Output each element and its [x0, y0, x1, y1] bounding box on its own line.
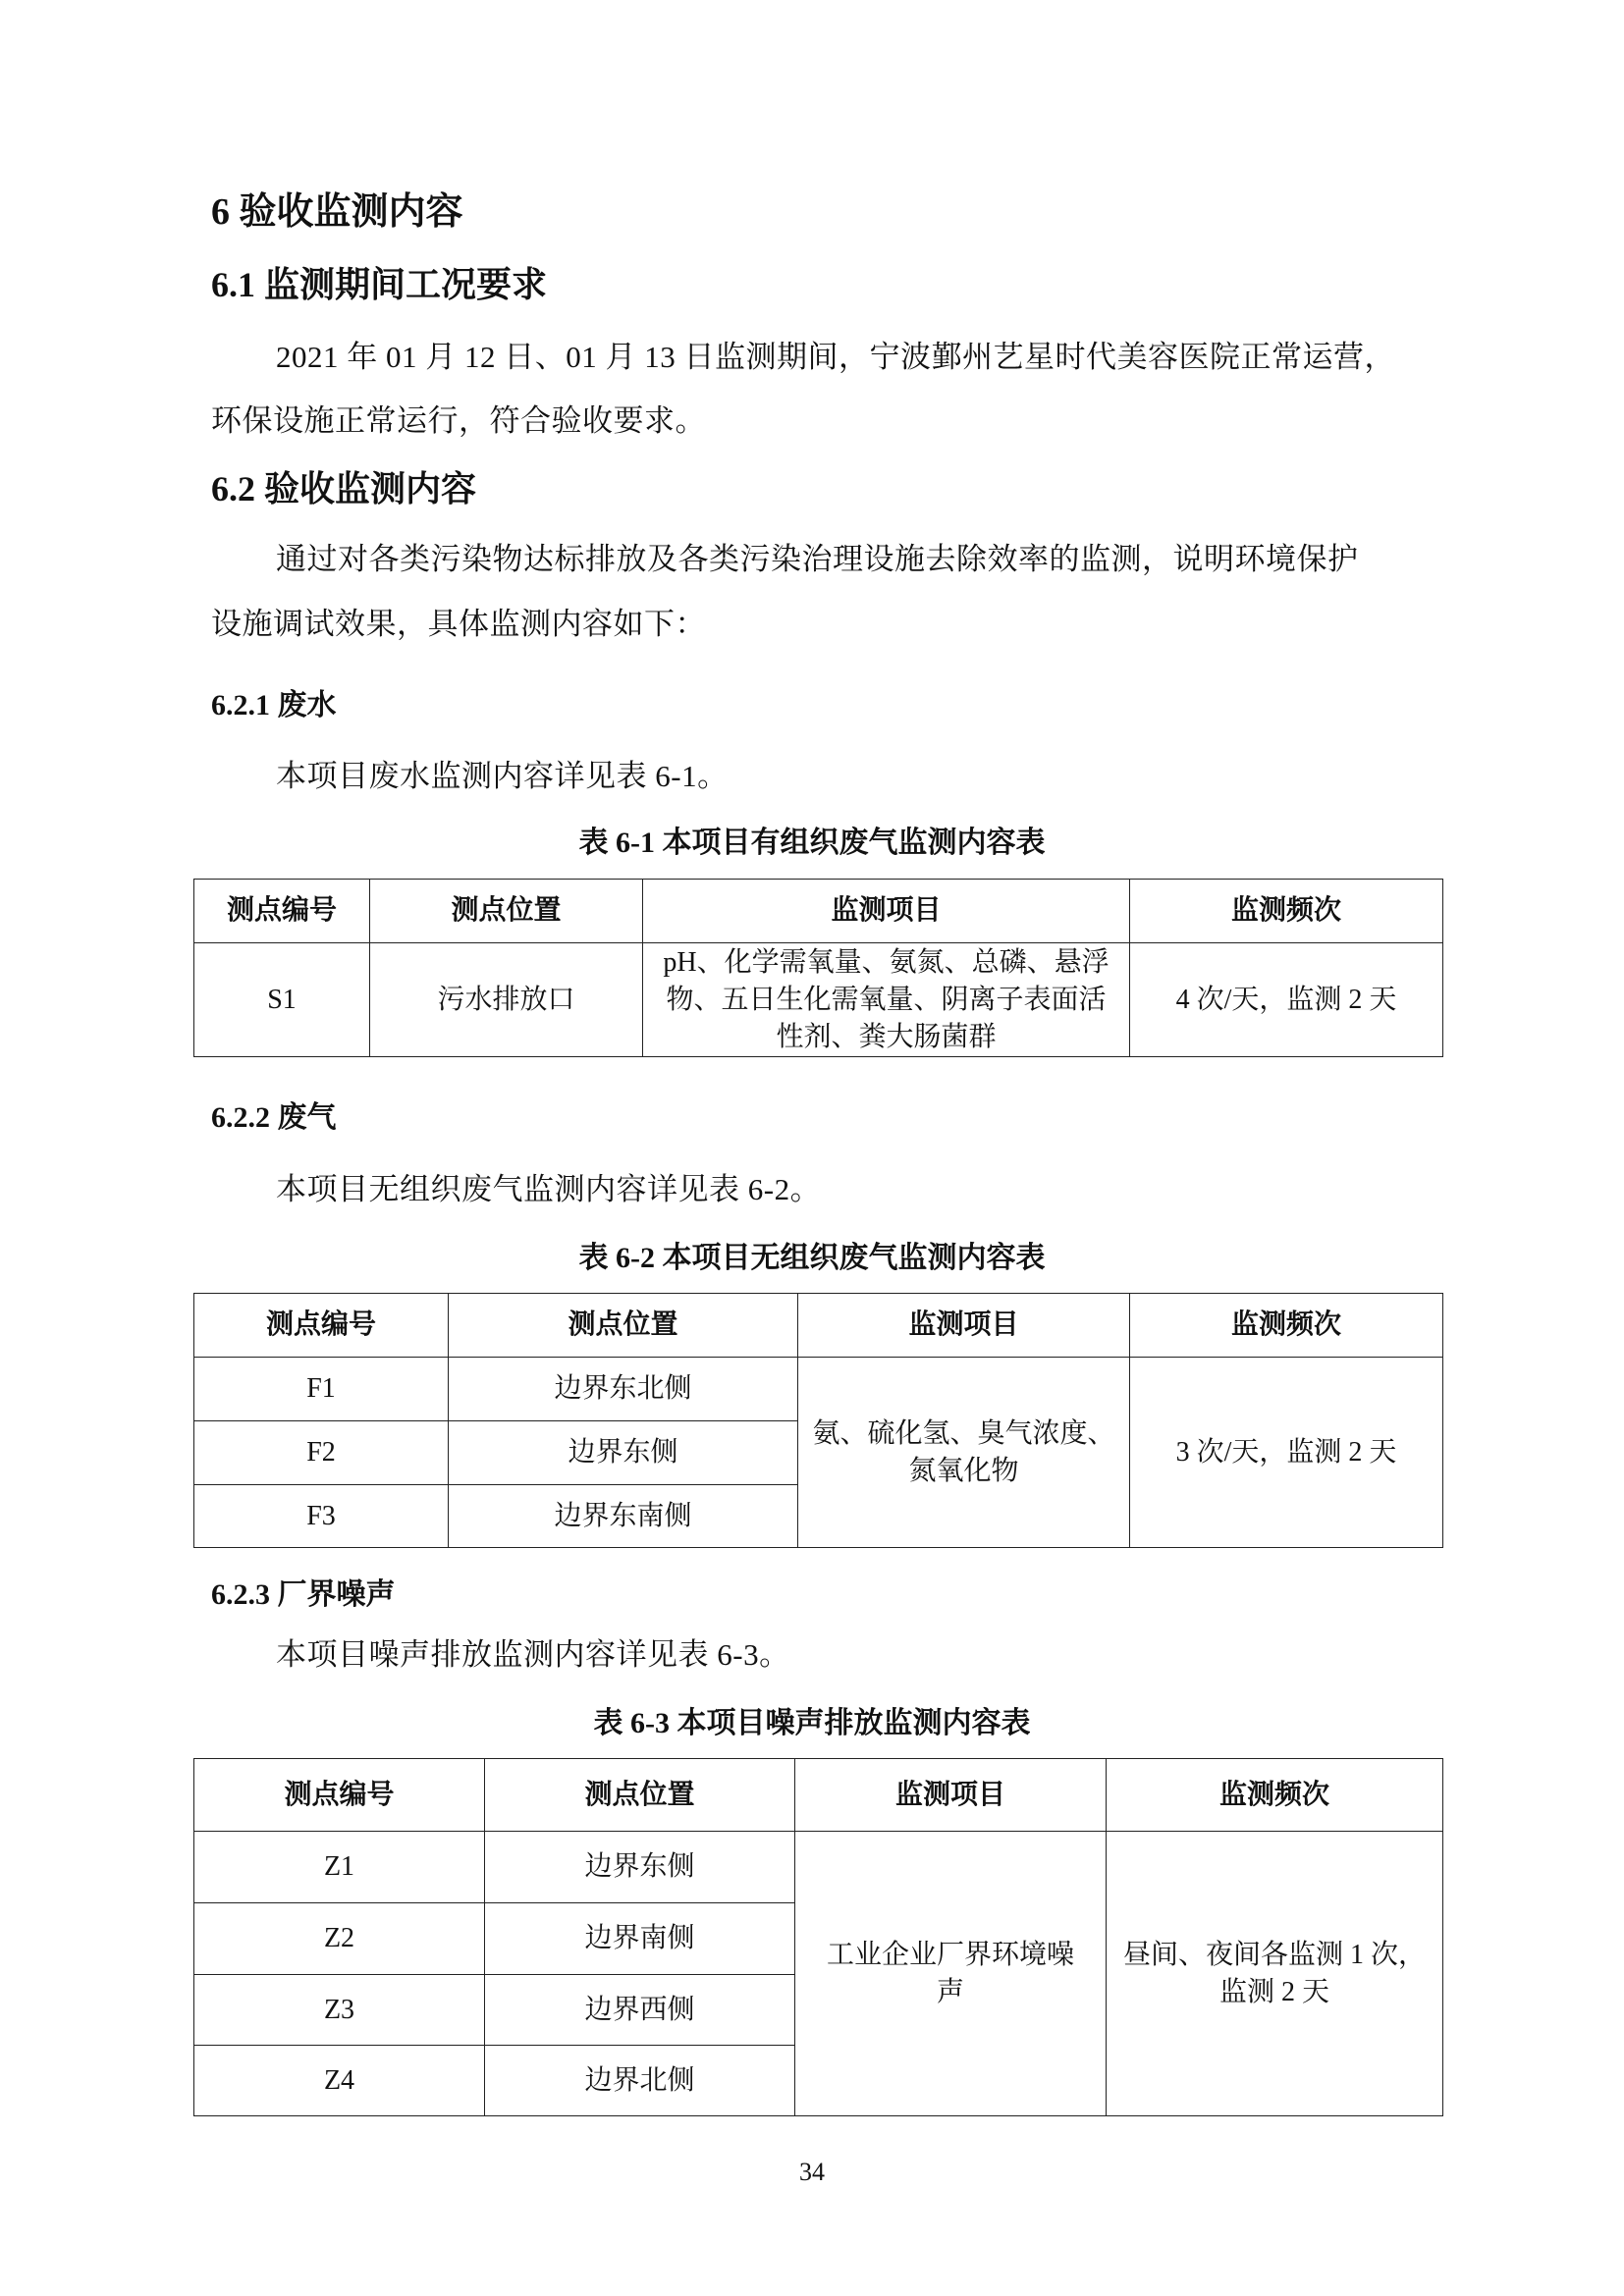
cell: F1 [194, 1358, 449, 1421]
header-cell: 测点位置 [449, 1294, 798, 1358]
cell: 边界南侧 [485, 1903, 795, 1975]
paragraph-line: 通过对各类污染物达标排放及各类污染治理设施去除效率的监测，说明环境保护 [276, 542, 1359, 576]
table-caption: 表 6-3 本项目噪声排放监测内容表 [593, 1707, 1031, 1739]
table-6-2 [193, 1293, 1443, 1548]
cell: Z2 [194, 1903, 485, 1975]
header-cell: 监测频次 [1130, 880, 1443, 943]
cell: 边界北侧 [485, 2046, 795, 2116]
cell: 昼间、夜间各监测 1 次，监测 2 天 [1107, 1832, 1443, 2116]
table-row [194, 1832, 1443, 1903]
cell: Z3 [194, 1975, 485, 2046]
paragraph-line: 2021 年 01 月 12 日、01 月 13 日监测期间，宁波鄞州艺星时代美容医院正常运营， [276, 340, 1395, 374]
table-6-1 [193, 879, 1443, 1057]
table-caption: 表 6-2 本项目无组织废气监测内容表 [578, 1242, 1046, 1274]
cell: 3 次/天，监测 2 天 [1130, 1358, 1443, 1548]
section-heading-6-2-3: 6.2.3 厂界噪声 [211, 1578, 396, 1611]
header-cell: 测点编号 [194, 1759, 485, 1832]
cell: 4 次/天，监测 2 天 [1130, 943, 1443, 1057]
header-cell: 测点位置 [370, 880, 643, 943]
header-cell: 监测频次 [1107, 1759, 1443, 1832]
cell: 边界东侧 [449, 1421, 798, 1485]
header-cell: 测点编号 [194, 1294, 449, 1358]
cell: 污水排放口 [370, 943, 643, 1057]
header-cell: 监测频次 [1130, 1294, 1443, 1358]
table-6-3 [193, 1758, 1443, 2116]
cell: F3 [194, 1485, 449, 1548]
page-number: 34 [799, 2158, 825, 2186]
section-heading-6-1: 6.1 监测期间工况要求 [211, 265, 548, 304]
section-heading-6-2: 6.2 验收监测内容 [211, 469, 477, 508]
cell: 边界西侧 [485, 1975, 795, 2046]
cell: 边界东侧 [485, 1832, 795, 1903]
header-cell: 监测项目 [795, 1759, 1107, 1832]
cell: Z4 [194, 2046, 485, 2116]
table-row [194, 1358, 1443, 1421]
header-cell: 监测项目 [643, 880, 1130, 943]
cell: 工业企业厂界环境噪声 [795, 1832, 1107, 2116]
cell: F2 [194, 1421, 449, 1485]
table-row [194, 943, 1443, 1057]
table-caption: 表 6-1 本项目有组织废气监测内容表 [578, 827, 1046, 859]
header-cell: 测点位置 [485, 1759, 795, 1832]
section-heading-6: 6 验收监测内容 [211, 191, 463, 233]
cell: 边界东南侧 [449, 1485, 798, 1548]
cell: 氨、硫化氢、臭气浓度、氮氧化物 [798, 1358, 1130, 1548]
cell: 边界东北侧 [449, 1358, 798, 1421]
section-heading-6-2-1: 6.2.1 废水 [211, 689, 337, 721]
header-cell: 测点编号 [194, 880, 370, 943]
paragraph-line: 环保设施正常运行，符合验收要求。 [211, 403, 706, 438]
paragraph: 本项目废水监测内容详见表 6-1。 [276, 759, 729, 793]
paragraph: 本项目噪声排放监测内容详见表 6-3。 [276, 1637, 790, 1672]
section-heading-6-2-2: 6.2.2 废气 [211, 1101, 337, 1134]
cell: pH、化学需氧量、氨氮、总磷、悬浮物、五日生化需氧量、阴离子表面活性剂、粪大肠菌群 [643, 943, 1130, 1057]
header-cell: 监测项目 [798, 1294, 1130, 1358]
cell: Z1 [194, 1832, 485, 1903]
paragraph-line: 设施调试效果，具体监测内容如下： [211, 607, 706, 641]
cell: S1 [194, 943, 370, 1057]
paragraph: 本项目无组织废气监测内容详见表 6-2。 [276, 1172, 822, 1206]
